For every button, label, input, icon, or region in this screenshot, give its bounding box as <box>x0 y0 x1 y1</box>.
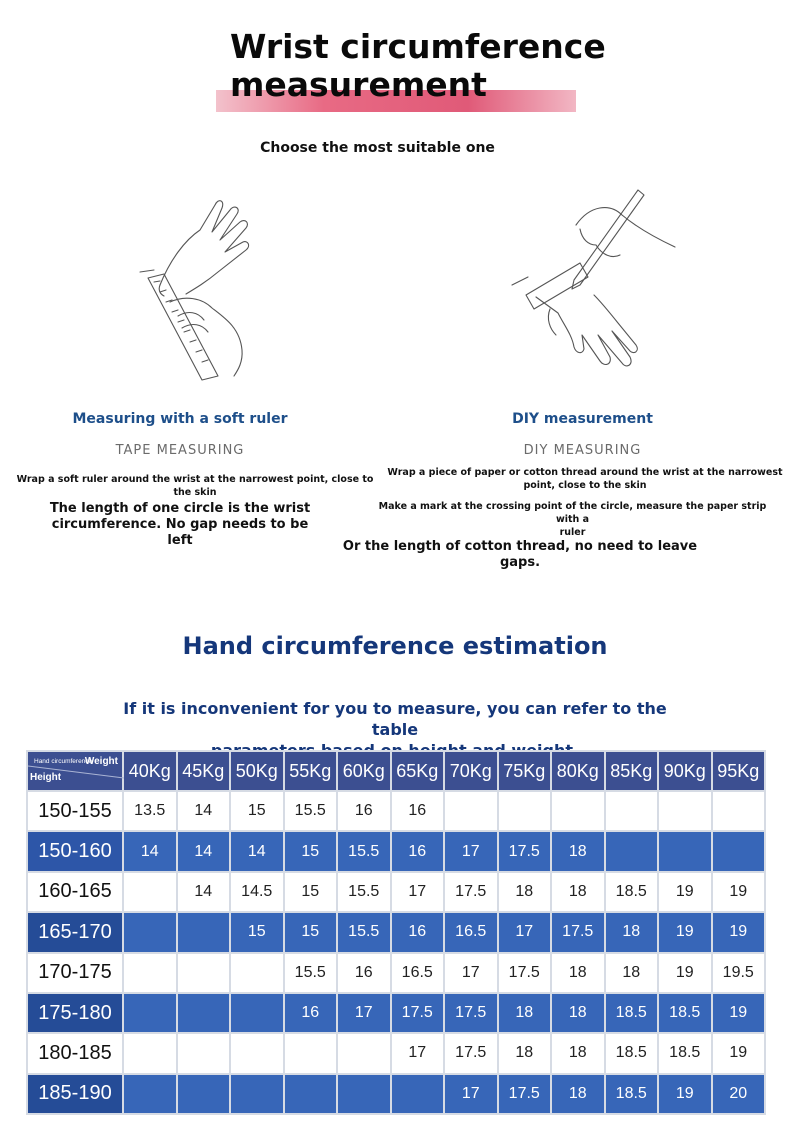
estimation-subtitle-line1: If it is inconvenient for you to measure, you can refer to the table <box>123 699 667 739</box>
weight-header-cell: 95Kg <box>712 751 766 791</box>
weight-header-cell: 60Kg <box>337 751 391 791</box>
weight-header-cell: 75Kg <box>498 751 552 791</box>
circumference-cell <box>177 1074 231 1114</box>
circumference-cell <box>284 1074 338 1114</box>
height-cell: 150-155 <box>27 791 123 831</box>
circumference-cell: 18 <box>498 872 552 912</box>
circumference-cell: 18 <box>551 953 605 993</box>
table-row <box>27 831 765 871</box>
circumference-cell: 17.5 <box>444 1033 498 1073</box>
circumference-cell: 19 <box>712 872 766 912</box>
diy-measuring-label: DIY MEASURING <box>523 443 642 458</box>
circumference-cell: 16 <box>391 791 445 831</box>
circumference-cell: 18.5 <box>605 872 659 912</box>
circumference-cell: 18 <box>498 1033 552 1073</box>
circumference-cell <box>605 831 659 871</box>
circumference-cell <box>123 872 177 912</box>
weight-header-cell: 90Kg <box>658 751 712 791</box>
circumference-cell: 15 <box>284 872 338 912</box>
circumference-cell: 16 <box>391 912 445 952</box>
weight-header-cell: 50Kg <box>230 751 284 791</box>
circumference-cell <box>712 791 766 831</box>
corner-weight-label: Weight <box>84 756 118 767</box>
circumference-cell: 18 <box>551 993 605 1033</box>
circumference-cell: 17 <box>444 1074 498 1114</box>
circumference-cell: 17 <box>444 953 498 993</box>
circumference-cell: 20 <box>712 1074 766 1114</box>
soft-ruler-step2 <box>40 501 320 549</box>
estimation-title: Hand circumference estimation <box>182 632 608 660</box>
table-row <box>27 912 765 952</box>
circumference-cell: 14 <box>123 831 177 871</box>
weight-header-cell: 65Kg <box>391 751 445 791</box>
diy-step2-line2: ruler <box>559 527 586 538</box>
circumference-cell: 17 <box>498 912 552 952</box>
circumference-cell <box>605 791 659 831</box>
circumference-cell: 15.5 <box>337 912 391 952</box>
circumference-cell: 16 <box>337 791 391 831</box>
height-cell: 180-185 <box>27 1033 123 1073</box>
diy-step1-line2: point, close to the skin <box>523 480 647 491</box>
circumference-cell: 19 <box>658 872 712 912</box>
height-cell: 170-175 <box>27 953 123 993</box>
circumference-cell: 18.5 <box>605 1074 659 1114</box>
diy-step1 <box>385 466 785 492</box>
table-row <box>27 872 765 912</box>
circumference-cell: 17.5 <box>444 872 498 912</box>
circumference-cell: 18 <box>498 993 552 1033</box>
circumference-cell: 15.5 <box>284 953 338 993</box>
circumference-cell: 15 <box>230 791 284 831</box>
circumference-cell: 15.5 <box>337 872 391 912</box>
diy-step3: Or the length of cotton thread, no need to leave gaps. <box>342 539 698 570</box>
circumference-cell: 19 <box>658 912 712 952</box>
circumference-cell: 14 <box>177 831 231 871</box>
hand-circumference-table <box>26 750 766 1115</box>
height-cell: 150-160 <box>27 831 123 871</box>
page-title-line2: measurement <box>230 65 487 104</box>
circumference-cell: 17 <box>391 872 445 912</box>
circumference-cell <box>177 1033 231 1073</box>
circumference-cell: 18.5 <box>658 1033 712 1073</box>
table-corner-cell <box>27 751 123 791</box>
circumference-cell: 18 <box>551 1074 605 1114</box>
table-row <box>27 953 765 993</box>
corner-height-label: Height <box>30 772 62 783</box>
circumference-cell <box>444 791 498 831</box>
corner-hand-label: Hand circumference <box>34 758 93 765</box>
circumference-cell <box>551 791 605 831</box>
soft-ruler-step2-line1: The length of one circle is the wrist <box>49 501 311 516</box>
circumference-cell <box>658 791 712 831</box>
circumference-cell: 16 <box>337 953 391 993</box>
circumference-cell <box>337 1033 391 1073</box>
soft-ruler-title: Measuring with a soft ruler <box>72 411 288 427</box>
table-header-row <box>27 751 765 791</box>
height-cell: 160-165 <box>27 872 123 912</box>
weight-header-cell: 80Kg <box>551 751 605 791</box>
circumference-cell: 18.5 <box>605 993 659 1033</box>
diy-step2 <box>375 500 770 539</box>
circumference-cell: 17.5 <box>391 993 445 1033</box>
circumference-cell: 18 <box>605 953 659 993</box>
circumference-cell: 14 <box>230 831 284 871</box>
circumference-cell: 16 <box>284 993 338 1033</box>
circumference-cell: 17.5 <box>498 953 552 993</box>
circumference-cell <box>712 831 766 871</box>
diy-step2-line1: Make a mark at the crossing point of the circle, measure the paper strip with a <box>378 501 767 525</box>
table-row <box>27 1033 765 1073</box>
weight-header-cell: 70Kg <box>444 751 498 791</box>
circumference-cell: 19 <box>658 1074 712 1114</box>
circumference-cell: 17.5 <box>551 912 605 952</box>
circumference-cell: 18.5 <box>605 1033 659 1073</box>
circumference-cell: 18 <box>551 872 605 912</box>
weight-header-cell: 40Kg <box>123 751 177 791</box>
circumference-cell <box>177 953 231 993</box>
height-cell: 165-170 <box>27 912 123 952</box>
circumference-cell: 17 <box>391 1033 445 1073</box>
table-row <box>27 1074 765 1114</box>
circumference-cell: 19.5 <box>712 953 766 993</box>
circumference-cell: 15 <box>284 831 338 871</box>
circumference-cell <box>123 912 177 952</box>
circumference-cell <box>123 953 177 993</box>
tape-measuring-illustration <box>130 190 260 385</box>
circumference-cell <box>284 1033 338 1073</box>
circumference-cell: 19 <box>712 912 766 952</box>
page-title-line1: Wrist circumference <box>230 27 606 66</box>
circumference-cell <box>391 1074 445 1114</box>
circumference-cell: 17.5 <box>444 993 498 1033</box>
height-cell: 185-190 <box>27 1074 123 1114</box>
circumference-cell: 17 <box>337 993 391 1033</box>
page-title <box>230 28 650 104</box>
soft-ruler-step1: Wrap a soft ruler around the wrist at the narrowest point, close to the skin <box>16 474 374 498</box>
circumference-cell: 18 <box>551 831 605 871</box>
weight-header-cell: 45Kg <box>177 751 231 791</box>
circumference-cell: 15.5 <box>337 831 391 871</box>
circumference-cell: 15.5 <box>284 791 338 831</box>
circumference-cell: 17 <box>444 831 498 871</box>
circumference-cell <box>498 791 552 831</box>
circumference-cell: 17.5 <box>498 1074 552 1114</box>
circumference-cell <box>230 1074 284 1114</box>
height-cell: 175-180 <box>27 993 123 1033</box>
circumference-cell <box>230 1033 284 1073</box>
circumference-cell: 18 <box>605 912 659 952</box>
circumference-cell <box>123 1074 177 1114</box>
tape-measuring-label: TAPE MEASURING <box>115 443 245 458</box>
diy-measuring-illustration <box>510 185 690 380</box>
circumference-cell: 14 <box>177 872 231 912</box>
circumference-cell <box>123 1033 177 1073</box>
circumference-cell: 19 <box>712 993 766 1033</box>
circumference-cell <box>177 993 231 1033</box>
page-subtitle: Choose the most suitable one <box>260 140 495 156</box>
circumference-cell: 14.5 <box>230 872 284 912</box>
soft-ruler-step2-line2: circumference. No gap needs to be left <box>51 517 309 548</box>
circumference-cell <box>658 831 712 871</box>
circumference-cell: 19 <box>658 953 712 993</box>
circumference-cell: 16 <box>391 831 445 871</box>
circumference-cell: 17.5 <box>498 831 552 871</box>
table-row <box>27 791 765 831</box>
weight-header-cell: 55Kg <box>284 751 338 791</box>
circumference-cell <box>230 953 284 993</box>
circumference-cell: 18.5 <box>658 993 712 1033</box>
circumference-cell <box>123 993 177 1033</box>
circumference-cell <box>337 1074 391 1114</box>
weight-header-cell: 85Kg <box>605 751 659 791</box>
circumference-cell: 15 <box>230 912 284 952</box>
circumference-cell: 15 <box>284 912 338 952</box>
diy-step1-line1: Wrap a piece of paper or cotton thread around the wrist at the narrowest <box>387 467 783 478</box>
circumference-cell: 16.5 <box>444 912 498 952</box>
diy-measurement-title: DIY measurement <box>512 411 653 427</box>
circumference-cell: 18 <box>551 1033 605 1073</box>
circumference-cell <box>230 993 284 1033</box>
circumference-cell: 16.5 <box>391 953 445 993</box>
circumference-cell <box>177 912 231 952</box>
circumference-cell: 19 <box>712 1033 766 1073</box>
circumference-cell: 14 <box>177 791 231 831</box>
circumference-cell: 13.5 <box>123 791 177 831</box>
table-row <box>27 993 765 1033</box>
